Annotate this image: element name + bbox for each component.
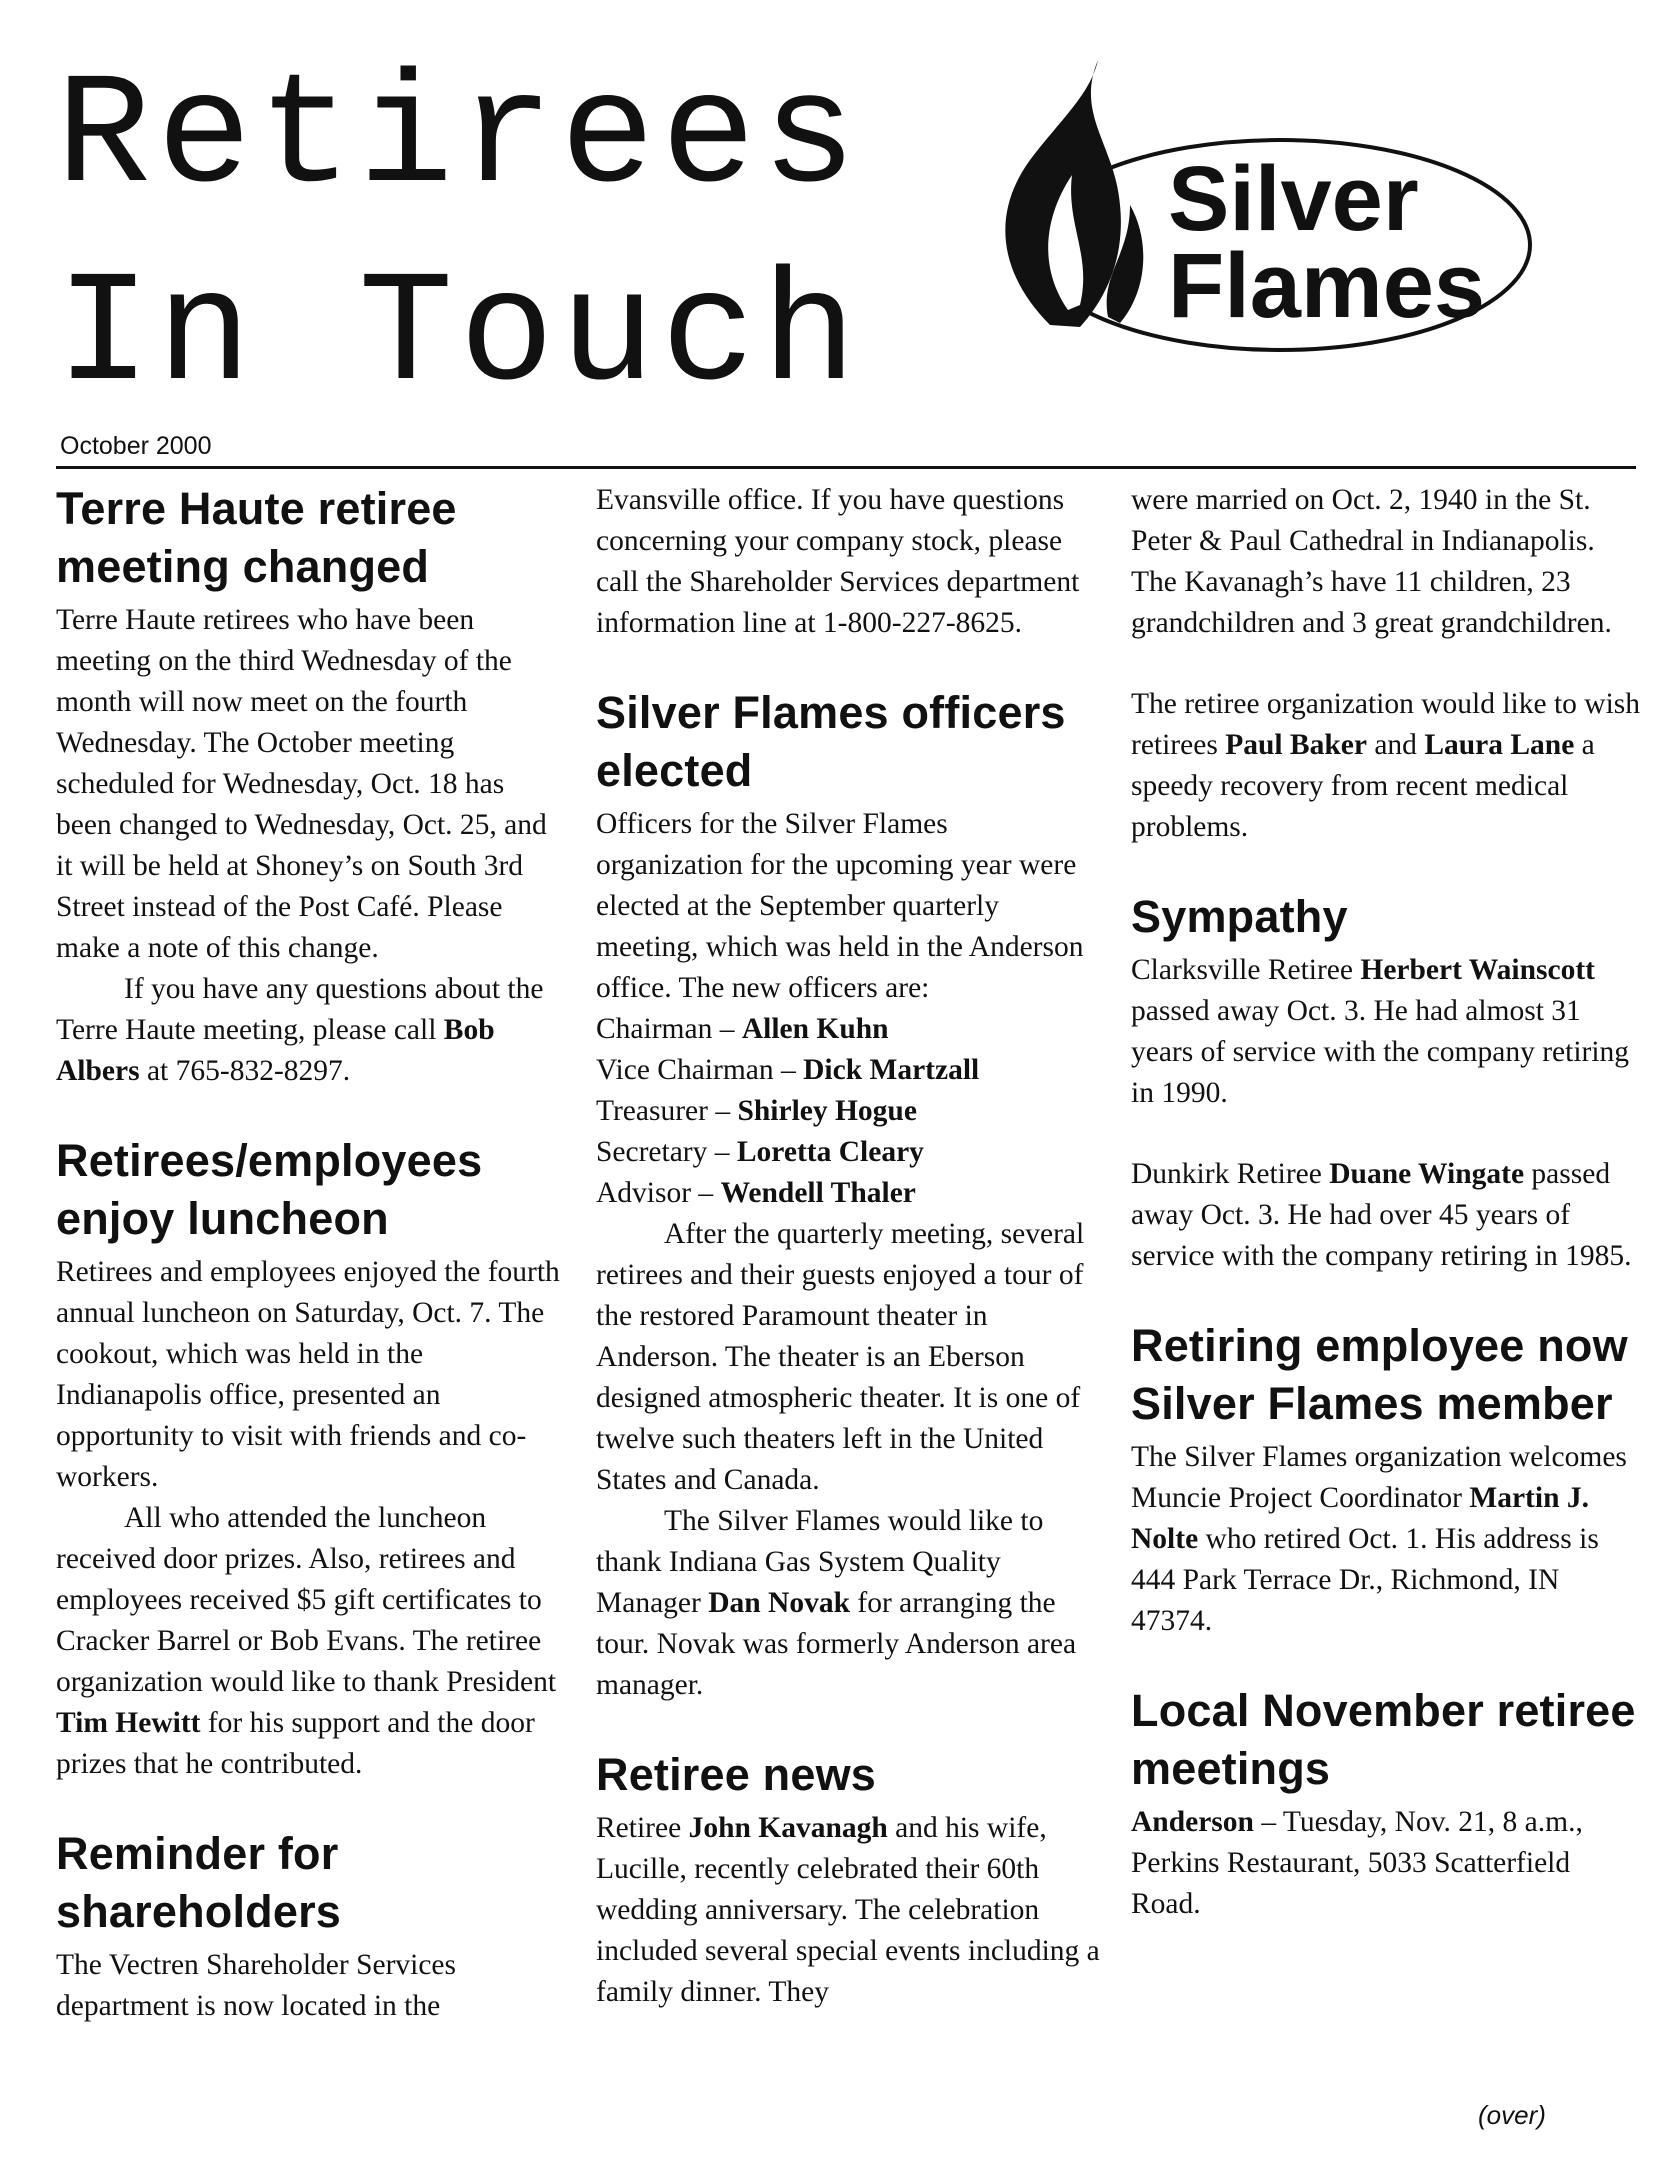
person-name: Paul Baker (1225, 729, 1367, 761)
person-name: Allen Kuhn (741, 1013, 889, 1045)
article-paragraph: The retiree organization would like to wish retirees Paul Baker and Laura Lane a speedy recovery from recent medical problems. (1131, 688, 1641, 843)
article-paragraph: After the quarterly meeting, several retirees and their guests enjoyed a tour of the restored Paramount theater in Anderson. The theater is an Eberson designed atmospheric theater. It is one of twelve such theaters left in the United States and Canada. (596, 1218, 1085, 1496)
officers-list (596, 1009, 1101, 1214)
article-paragraph: Evansville office. If you have questions concerning your company stock, please call the Shareholder Services department information line at 1-800-227-8625. (596, 484, 1080, 639)
headline-officers: Silver Flames officers elected (596, 687, 1066, 796)
article-paragraph: The Vectren Shareholder Services department is now located in the (56, 1949, 457, 2022)
article-paragraph: Terre Haute retirees who have been meeting on the third Wednesday of the month will now meet on the fourth Wednesday. The October meeting scheduled for Wednesday, Oct. 18 has been changed to Wednesday, Oct. 25, and it will be held at Shoney’s on South 3rd Street instead of the Post Café. Please make a note of this change. (56, 604, 547, 964)
list-item: Treasurer – Shirley Hogue (596, 1095, 917, 1127)
logo-text-flames: Flames (1168, 235, 1486, 337)
list-item: Advisor – Wendell Thaler (596, 1177, 916, 1209)
article-paragraph: If you have any questions about the Terre Haute meeting, please call Bob Albers at 765-832-8297. (56, 973, 544, 1087)
person-name: Martin J. Nolte (1131, 1482, 1589, 1555)
headline-retiree-news: Retiree news (596, 1749, 877, 1800)
title-line-2: In Touch (56, 247, 863, 426)
headline-luncheon: Retirees/employees enjoy luncheon (56, 1135, 483, 1244)
location-name: Anderson (1131, 1806, 1254, 1838)
logo-text-silver: Silver (1168, 148, 1419, 250)
article-paragraph: Dunkirk Retiree Duane Wingate passed away Oct. 3. He had over 45 years of service with the company retiring in 1985. (1131, 1158, 1632, 1272)
person-name: Tim Hewitt (56, 1707, 201, 1739)
article-paragraph: The Silver Flames organization welcomes Muncie Project Coordinator Martin J. Nolte who retired Oct. 1. His address is 444 Park Terrace Dr., Richmond, IN 47374. (1131, 1441, 1627, 1637)
article-paragraph: Anderson – Tuesday, Nov. 21, 8 a.m., Perkins Restaurant, 5033 Scatterfield Road. (1131, 1806, 1583, 1920)
person-name: Loretta Cleary (736, 1136, 924, 1168)
person-name: Wendell Thaler (720, 1177, 916, 1209)
article-paragraph: were married on Oct. 2, 1940 in the St. Peter & Paul Cathedral in Indianapolis. The Kavanagh’s have 11 children, 23 grandchildren and 3 great grandchildren. (1131, 484, 1612, 639)
headline-sympathy: Sympathy (1131, 891, 1348, 942)
headline-terre-haute: Terre Haute retiree meeting changed (56, 483, 457, 592)
column-2 (596, 480, 1101, 2013)
list-item: Vice Chairman – Dick Martzall (596, 1054, 980, 1086)
headline-retiring-employee: Retiring employee now Silver Flames member (1131, 1320, 1628, 1429)
person-name: Herbert Wainscott (1360, 954, 1595, 986)
column-1 (56, 480, 566, 2027)
continued-over-label: (over) (1478, 2100, 1546, 2130)
title-line-1: Retirees (56, 49, 863, 228)
article-paragraph: The Silver Flames would like to thank Indiana Gas System Quality Manager Dan Novak for arranging the tour. Novak was formerly Anderson area manager. (596, 1505, 1077, 1701)
article-paragraph: Clarksville Retiree Herbert Wainscott passed away Oct. 3. He had almost 31 years of service with the company retiring in 1990. (1131, 954, 1630, 1109)
list-item: Secretary – Loretta Cleary (596, 1136, 924, 1168)
person-name: Shirley Hogue (737, 1095, 917, 1127)
person-name: Laura Lane (1424, 729, 1575, 761)
article-paragraph: All who attended the luncheon received door prizes. Also, retirees and employees received $5 gift certificates to Cracker Barrel or Bob Evans. The retiree organization would like to thank President Tim Hewitt for his support and the door prizes that he contributed. (56, 1502, 557, 1780)
article-paragraph: Officers for the Silver Flames organization for the upcoming year were elected at the September quarterly meeting, which was held in the Anderson office. The new officers are: (596, 808, 1084, 1004)
person-name: Duane Wingate (1329, 1158, 1525, 1190)
person-name: Bob Albers (56, 1014, 495, 1087)
person-name: Dick Martzall (803, 1054, 980, 1086)
person-name: John Kavanagh (688, 1812, 888, 1844)
person-name: Dan Novak (708, 1587, 851, 1619)
silver-flames-logo (980, 55, 1540, 375)
column-3 (1131, 480, 1641, 1925)
headline-november-meetings: Local November retiree meetings (1131, 1685, 1636, 1794)
article-paragraph: Retiree John Kavanagh and his wife, Lucille, recently celebrated their 60th wedding anniversary. The celebration included several special events including a family dinner. They (596, 1812, 1100, 2008)
newsletter-title (56, 40, 863, 436)
issue-date: October 2000 (60, 432, 212, 460)
masthead-rule (56, 466, 1636, 469)
article-paragraph: Retirees and employees enjoyed the fourth annual luncheon on Saturday, Oct. 7. The cookout, which was held in the Indianapolis office, presented an opportunity to visit with friends and co-workers. (56, 1256, 560, 1493)
headline-shareholders: Reminder for shareholders (56, 1828, 342, 1937)
list-item: Chairman – Allen Kuhn (596, 1013, 889, 1045)
